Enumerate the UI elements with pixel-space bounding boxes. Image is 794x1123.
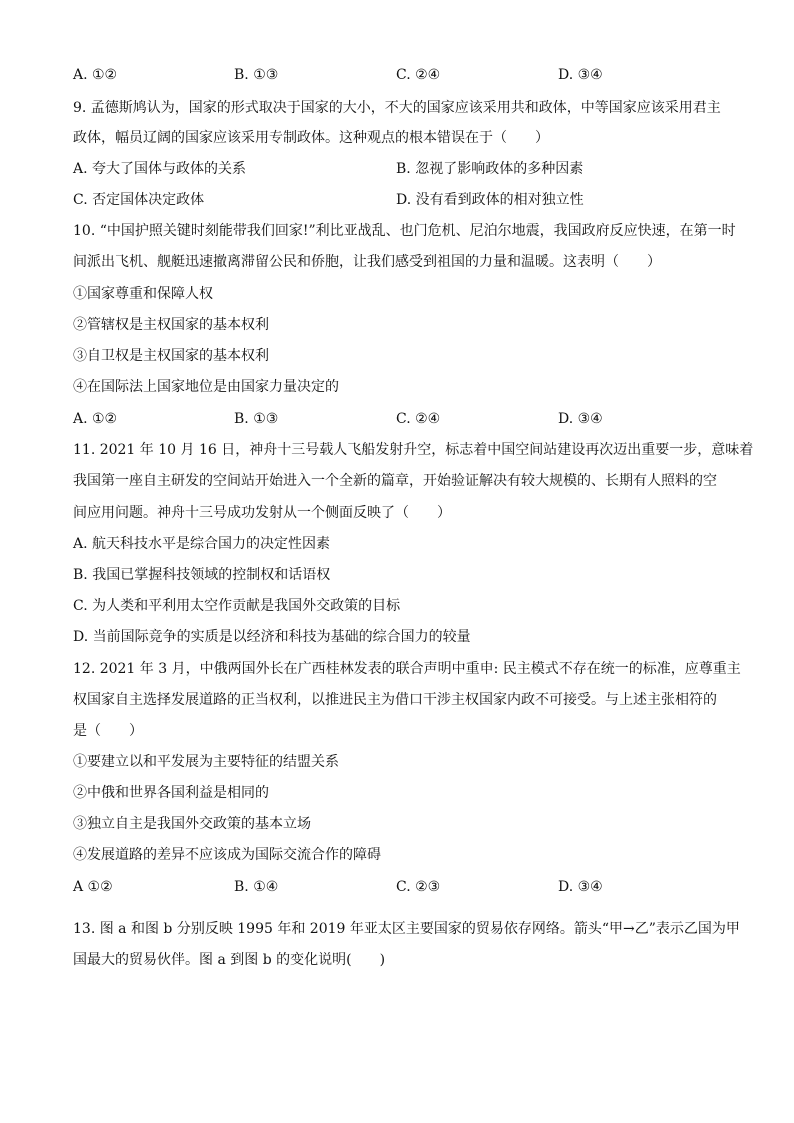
q10-item-1: ①国家尊重和保障人权: [73, 286, 213, 302]
q11-option-d: D. 当前国际竞争的实质是以经济和科技为基础的综合国力的较量: [73, 629, 471, 645]
q11-option-c: C. 为人类和平利用太空作贡献是我国外交政策的目标: [73, 598, 401, 614]
q10-option-d: D. ③④: [558, 411, 603, 427]
q10-item-3: ③自卫权是主权国家的基本权利: [73, 348, 269, 364]
q13-stem-line-2: 国最大的贸易伙伴。图 a 到图 b 的变化说明( ): [73, 952, 386, 968]
q9-option-b: B. 忽视了影响政体的多种因素: [396, 161, 584, 177]
q9-option-a: A. 夸大了国体与政体的关系: [73, 161, 247, 177]
q9-options-row-2: [73, 190, 733, 210]
q12-option-d: D. ③④: [558, 879, 603, 895]
q9-stem-line-2: 政体，幅员辽阔的国家应该采用专制政体。这种观点的根本错误在于（ ）: [73, 130, 549, 146]
q12-item-2: ②中俄和世界各国利益是相同的: [73, 785, 269, 801]
q11-option-b: B. 我国已掌握科技领域的控制权和话语权: [73, 567, 331, 583]
q10-item-2: ②管辖权是主权国家的基本权利: [73, 317, 269, 333]
q12-stem-line-3: 是（ ）: [73, 723, 143, 739]
q10-option-b: B. ①③: [234, 411, 279, 427]
q10-option-a: A. ①②: [73, 411, 118, 427]
q8-option-a: A. ①②: [73, 67, 118, 83]
q11-stem-line-2: 我国第一座自主研发的空间站开始进入一个全新的篇章，开始验证解决有较大规模的、长期有人照料的空: [73, 473, 717, 489]
q9-stem-line-1: 9. 孟德斯鸠认为，国家的形式取决于国家的大小，不大的国家应该采用共和政体，中等国家应该采用君主: [73, 100, 721, 116]
q12-item-1: ①要建立以和平发展为主要特征的结盟关系: [73, 754, 339, 770]
q8-options: [73, 65, 733, 85]
q11-option-a: A. 航天科技水平是综合国力的决定性因素: [73, 536, 331, 552]
q10-item-4: ④在国际法上国家地位是由国家力量决定的: [73, 379, 339, 395]
q12-stem-line-1: 12. 2021 年 3 月，中俄两国外长在广西桂林发表的联合声明中重申: 民主模式不存在统一的标准，应尊重主: [73, 661, 741, 677]
q13-stem-line-1: 13. 图 a 和图 b 分别反映 1995 年和 2019 年亚太区主要国家的贸易依存网络。箭头“甲→乙”表示乙国为甲: [73, 921, 740, 937]
q12-options: [73, 877, 733, 897]
q12-option-c: C. ②③: [396, 879, 441, 895]
q8-option-c: C. ②④: [396, 67, 441, 83]
q11-stem-line-3: 间应用问题。神舟十三号成功发射从一个侧面反映了（ ）: [73, 505, 451, 521]
q8-option-d: D. ③④: [558, 67, 603, 83]
q10-stem-line-1: 10. “中国护照关键时刻能带我们回家!”利比亚战乱、也门危机、尼泊尔地震，我国政府反应快速，在第一时: [73, 223, 736, 239]
q8-option-b: B. ①③: [234, 67, 279, 83]
q10-option-c: C. ②④: [396, 411, 441, 427]
q10-stem-line-2: 间派出飞机、舰艇迅速撤离滞留公民和侨胞，让我们感受到祖国的力量和温暖。这表明（ ）: [73, 254, 661, 270]
q10-options: [73, 409, 733, 429]
q12-option-a: A ①②: [73, 879, 113, 895]
q9-options-row-1: [73, 159, 733, 179]
q9-option-c: C. 否定国体决定政体: [73, 192, 205, 208]
q9-option-d: D. 没有看到政体的相对独立性: [396, 192, 584, 208]
q11-stem-line-1: 11. 2021 年 10 月 16 日，神舟十三号载人飞船发射升空，标志着中国空间站建设再次迈出重要一步，意味着: [73, 442, 754, 458]
q12-option-b: B. ①④: [234, 879, 279, 895]
q12-item-3: ③独立自主是我国外交政策的基本立场: [73, 816, 311, 832]
q12-stem-line-2: 权国家自主选择发展道路的正当权利，以推进民主为借口干涉主权国家内政不可接受。与上述主张相符的: [73, 692, 717, 708]
q12-item-4: ④发展道路的差异不应该成为国际交流合作的障碍: [73, 847, 381, 863]
